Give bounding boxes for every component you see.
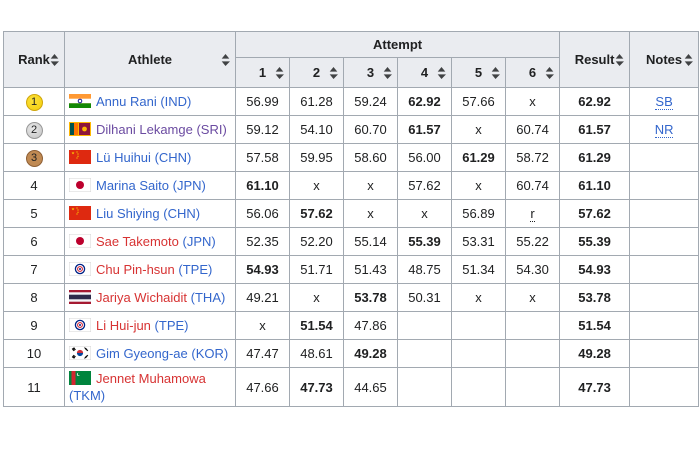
attempt-value: 57.58 xyxy=(246,150,279,165)
attempt-value: r xyxy=(530,206,535,221)
rank-cell xyxy=(4,144,65,172)
sort-icon xyxy=(437,67,446,79)
attempt-cell xyxy=(506,312,560,340)
athlete-link[interactable]: Chu Pin-hsun xyxy=(96,262,175,277)
attempt-cell xyxy=(506,88,560,116)
athlete-link[interactable]: Marina Saito xyxy=(96,178,169,193)
notes-cell xyxy=(630,340,699,368)
country-link[interactable]: (TPE) xyxy=(178,262,213,277)
attempt-value: 50.31 xyxy=(408,290,441,305)
attempt-cell xyxy=(344,172,398,200)
result-cell: 62.92 xyxy=(560,88,630,116)
attempt-value: 53.31 xyxy=(462,234,495,249)
table-row xyxy=(4,116,699,144)
attempt-value: 47.73 xyxy=(300,379,333,395)
table-row xyxy=(4,144,699,172)
attempt-value: 49.21 xyxy=(246,290,279,305)
rank-cell: 6 xyxy=(4,228,65,256)
table-row xyxy=(4,312,699,340)
table-row xyxy=(4,88,699,116)
rank-cell xyxy=(4,88,65,116)
attempt-cell xyxy=(290,228,344,256)
attempt-cell xyxy=(452,144,506,172)
attempt-value: x xyxy=(313,178,320,193)
attempt-value: 47.47 xyxy=(246,346,279,361)
rank-cell: 9 xyxy=(4,312,65,340)
attempt-cell xyxy=(344,200,398,228)
attempt-value: 56.89 xyxy=(462,206,495,221)
attempt-value: 57.62 xyxy=(408,178,441,193)
col-header-attempt-3[interactable]: 3 xyxy=(344,58,398,88)
attempt-cell xyxy=(236,284,290,312)
country-link[interactable]: (TKM) xyxy=(69,388,106,403)
attempt-cell xyxy=(452,88,506,116)
notes-cell xyxy=(630,256,699,284)
table-row xyxy=(4,256,699,284)
country-link[interactable]: (SRI) xyxy=(196,122,227,137)
attempt-cell xyxy=(290,340,344,368)
attempt-cell xyxy=(398,228,452,256)
flag-sri-icon xyxy=(69,122,91,136)
attempt-cell xyxy=(344,340,398,368)
attempt-value: 55.39 xyxy=(408,234,441,249)
rank-cell xyxy=(4,116,65,144)
flag-kor-icon xyxy=(69,346,91,360)
flag-jpn-icon xyxy=(69,234,91,248)
medal-silver-icon: 2 xyxy=(26,122,43,139)
attempt-cell xyxy=(236,88,290,116)
attempt-value: x xyxy=(367,178,374,193)
athlete-cell xyxy=(65,144,236,172)
result-cell: 57.62 xyxy=(560,200,630,228)
attempt-value: x xyxy=(475,290,482,305)
medal-gold-icon: 1 xyxy=(26,94,43,111)
attempt-cell xyxy=(344,228,398,256)
attempt-cell xyxy=(398,340,452,368)
flag-tpe-icon xyxy=(69,318,91,332)
attempt-cell xyxy=(236,340,290,368)
col-header-notes[interactable]: Notes xyxy=(630,32,699,88)
flag-tpe-icon xyxy=(69,262,91,276)
col-header-attempt-group: Attempt xyxy=(236,32,560,58)
note-link[interactable]: SB xyxy=(655,94,673,109)
attempt-cell xyxy=(506,116,560,144)
flag-chn-icon xyxy=(69,206,91,220)
attempt-cell xyxy=(506,228,560,256)
attempt-value: 49.28 xyxy=(354,346,387,361)
rank-cell: 11 xyxy=(4,368,65,407)
attempt-cell xyxy=(290,200,344,228)
flag-ind-icon xyxy=(69,94,91,108)
attempt-cell xyxy=(452,228,506,256)
notes-cell xyxy=(630,312,699,340)
athlete-cell xyxy=(65,312,236,340)
attempt-value: 44.65 xyxy=(354,379,387,395)
attempt-value: 61.10 xyxy=(246,178,279,193)
athlete-cell xyxy=(65,200,236,228)
attempt-cell xyxy=(290,256,344,284)
sort-icon xyxy=(275,67,284,79)
attempt-value: 48.61 xyxy=(300,346,333,361)
attempt-value: 59.12 xyxy=(246,122,279,137)
attempt-cell xyxy=(506,144,560,172)
sort-icon xyxy=(684,54,693,66)
athlete-cell xyxy=(65,228,236,256)
sort-icon xyxy=(50,54,59,66)
notes-cell xyxy=(630,116,699,144)
attempt-cell xyxy=(236,200,290,228)
attempt-cell xyxy=(398,200,452,228)
result-cell: 55.39 xyxy=(560,228,630,256)
attempt-cell xyxy=(290,88,344,116)
attempt-cell xyxy=(398,144,452,172)
flag-tkm-icon xyxy=(69,371,91,385)
attempt-value: 54.93 xyxy=(246,262,279,277)
flag-tha-icon xyxy=(69,290,91,304)
rank-cell: 10 xyxy=(4,340,65,368)
attempt-value: x xyxy=(529,290,536,305)
attempt-value: 56.99 xyxy=(246,94,279,109)
athlete-link[interactable]: Gim Gyeong-ae xyxy=(96,346,188,361)
attempt-value: 52.35 xyxy=(246,234,279,249)
athlete-link[interactable]: Liu Shiying xyxy=(96,206,160,221)
attempt-cell xyxy=(344,256,398,284)
attempt-value: x xyxy=(259,318,266,333)
athlete-cell xyxy=(65,256,236,284)
header-row-1 xyxy=(4,32,699,58)
result-cell: 47.73 xyxy=(560,368,630,407)
attempt-value: 51.34 xyxy=(462,262,495,277)
country-link[interactable]: (KOR) xyxy=(191,346,229,361)
col-header-rank[interactable]: Rank xyxy=(4,32,65,88)
notes-cell xyxy=(630,284,699,312)
attempt-value: 61.28 xyxy=(300,94,333,109)
country-link[interactable]: (JPN) xyxy=(182,234,216,249)
athlete-cell xyxy=(65,340,236,368)
attempt-cell xyxy=(344,116,398,144)
attempt-cell xyxy=(236,228,290,256)
attempt-cell xyxy=(506,368,560,407)
attempt-value: x xyxy=(529,94,536,109)
attempt-cell xyxy=(398,172,452,200)
col-header-attempt-1[interactable]: 1 xyxy=(236,58,290,88)
attempt-cell xyxy=(236,116,290,144)
rank-cell: 5 xyxy=(4,200,65,228)
col-header-result[interactable]: Result xyxy=(560,32,630,88)
attempt-cell xyxy=(290,172,344,200)
col-header-attempt-5[interactable]: 5 xyxy=(452,58,506,88)
attempt-cell xyxy=(452,172,506,200)
attempt-cell xyxy=(452,312,506,340)
athlete-link[interactable]: Li Hui-jun xyxy=(96,318,151,333)
table-row xyxy=(4,340,699,368)
country-link[interactable]: (THA) xyxy=(190,290,226,305)
result-cell: 53.78 xyxy=(560,284,630,312)
attempt-cell xyxy=(290,116,344,144)
notes-cell xyxy=(630,172,699,200)
athlete-link[interactable]: Lü Huihui xyxy=(96,150,151,165)
attempt-cell xyxy=(290,144,344,172)
notes-cell xyxy=(630,200,699,228)
attempt-value: x xyxy=(475,122,482,137)
sort-icon xyxy=(615,54,624,66)
flag-jpn-icon xyxy=(69,178,91,192)
col-header-attempt-2[interactable]: 2 xyxy=(290,58,344,88)
attempt-value: 61.29 xyxy=(462,150,495,165)
athlete-link[interactable]: Dilhani Lekamge xyxy=(96,122,193,137)
attempt-cell xyxy=(344,144,398,172)
attempt-cell xyxy=(398,116,452,144)
rank-cell: 8 xyxy=(4,284,65,312)
sort-icon xyxy=(383,67,392,79)
athlete-cell xyxy=(65,172,236,200)
result-cell: 61.29 xyxy=(560,144,630,172)
attempt-value: 51.71 xyxy=(300,262,333,277)
attempt-value: 57.66 xyxy=(462,94,495,109)
attempt-value: 54.30 xyxy=(516,262,549,277)
country-link[interactable]: (CHN) xyxy=(163,206,201,221)
attempt-cell xyxy=(344,284,398,312)
table-row xyxy=(4,368,699,407)
athlete-cell xyxy=(65,368,236,407)
attempt-value: 58.60 xyxy=(354,150,387,165)
attempt-value: 60.74 xyxy=(516,178,549,193)
attempt-cell xyxy=(452,116,506,144)
rank-cell: 4 xyxy=(4,172,65,200)
attempt-cell xyxy=(236,172,290,200)
attempt-value: 62.92 xyxy=(408,94,441,109)
attempt-value: 56.06 xyxy=(246,206,279,221)
result-cell: 49.28 xyxy=(560,340,630,368)
col-header-attempt-6[interactable]: 6 xyxy=(506,58,560,88)
country-link[interactable]: (TPE) xyxy=(154,318,189,333)
athlete-link[interactable]: Sae Takemoto xyxy=(96,234,179,249)
attempt-value: 60.74 xyxy=(516,122,549,137)
athlete-link[interactable]: Jennet Muhamowa xyxy=(96,371,206,386)
medal-bronze-icon: 3 xyxy=(26,150,43,167)
attempt-cell xyxy=(452,200,506,228)
attempt-value: 51.54 xyxy=(300,318,333,333)
attempt-value: 51.43 xyxy=(354,262,387,277)
attempt-value: 53.78 xyxy=(354,290,387,305)
sort-icon xyxy=(221,54,230,66)
attempt-cell xyxy=(236,368,290,407)
attempt-cell xyxy=(344,312,398,340)
attempt-value: 59.24 xyxy=(354,94,387,109)
attempt-value: 58.72 xyxy=(516,150,549,165)
result-cell: 54.93 xyxy=(560,256,630,284)
attempt-value: 59.95 xyxy=(300,150,333,165)
attempt-value: x xyxy=(367,206,374,221)
note-link[interactable]: NR xyxy=(654,122,674,137)
attempt-value: x xyxy=(421,206,428,221)
attempt-cell xyxy=(236,144,290,172)
attempt-cell xyxy=(506,172,560,200)
attempt-value: 57.62 xyxy=(300,206,333,221)
athlete-cell xyxy=(65,88,236,116)
athlete-link[interactable]: Jariya Wichaidit xyxy=(96,290,188,305)
table-row xyxy=(4,172,699,200)
attempt-cell xyxy=(506,340,560,368)
attempt-cell xyxy=(452,284,506,312)
attempt-cell xyxy=(506,256,560,284)
attempt-value: 47.66 xyxy=(246,379,279,395)
result-cell: 51.54 xyxy=(560,312,630,340)
attempt-value: 60.70 xyxy=(354,122,387,137)
sort-icon xyxy=(545,67,554,79)
table-row xyxy=(4,200,699,228)
table-row xyxy=(4,228,699,256)
athlete-link[interactable]: Annu Rani xyxy=(96,94,157,109)
results-table-body xyxy=(4,88,699,407)
attempt-value: x xyxy=(313,290,320,305)
country-link[interactable]: (CHN) xyxy=(154,150,192,165)
attempt-cell xyxy=(452,256,506,284)
country-link[interactable]: (IND) xyxy=(160,94,192,109)
attempt-value: 48.75 xyxy=(408,262,441,277)
rank-cell: 7 xyxy=(4,256,65,284)
col-header-athlete[interactable]: Athlete xyxy=(65,32,236,88)
attempt-cell xyxy=(290,312,344,340)
attempt-cell xyxy=(398,312,452,340)
country-link[interactable]: (JPN) xyxy=(172,178,206,193)
attempt-cell xyxy=(398,256,452,284)
attempt-cell xyxy=(344,368,398,407)
attempt-cell xyxy=(290,284,344,312)
attempt-value: 47.86 xyxy=(354,318,387,333)
attempt-value: 54.10 xyxy=(300,122,333,137)
attempt-value: 61.57 xyxy=(408,122,441,137)
notes-cell xyxy=(630,368,699,407)
sort-icon xyxy=(329,67,338,79)
notes-cell xyxy=(630,228,699,256)
table-row xyxy=(4,284,699,312)
result-cell: 61.57 xyxy=(560,116,630,144)
attempt-cell xyxy=(506,284,560,312)
notes-cell xyxy=(630,88,699,116)
attempt-cell xyxy=(236,256,290,284)
results-table xyxy=(3,31,699,407)
attempt-value: 55.14 xyxy=(354,234,387,249)
athlete-cell xyxy=(65,116,236,144)
attempt-cell xyxy=(398,88,452,116)
attempt-cell xyxy=(506,200,560,228)
sort-icon xyxy=(491,67,500,79)
attempt-cell xyxy=(290,368,344,407)
attempt-cell xyxy=(236,312,290,340)
notes-cell xyxy=(630,144,699,172)
athlete-cell xyxy=(65,284,236,312)
attempt-value: x xyxy=(475,178,482,193)
attempt-cell xyxy=(398,284,452,312)
attempt-value: 55.22 xyxy=(516,234,549,249)
attempt-value: 52.20 xyxy=(300,234,333,249)
attempt-cell xyxy=(452,340,506,368)
results-table-head xyxy=(4,32,699,88)
flag-chn-icon xyxy=(69,150,91,164)
attempt-cell xyxy=(344,88,398,116)
attempt-value: 56.00 xyxy=(408,150,441,165)
attempt-cell xyxy=(452,368,506,407)
col-header-attempt-4[interactable]: 4 xyxy=(398,58,452,88)
attempt-cell xyxy=(398,368,452,407)
result-cell: 61.10 xyxy=(560,172,630,200)
